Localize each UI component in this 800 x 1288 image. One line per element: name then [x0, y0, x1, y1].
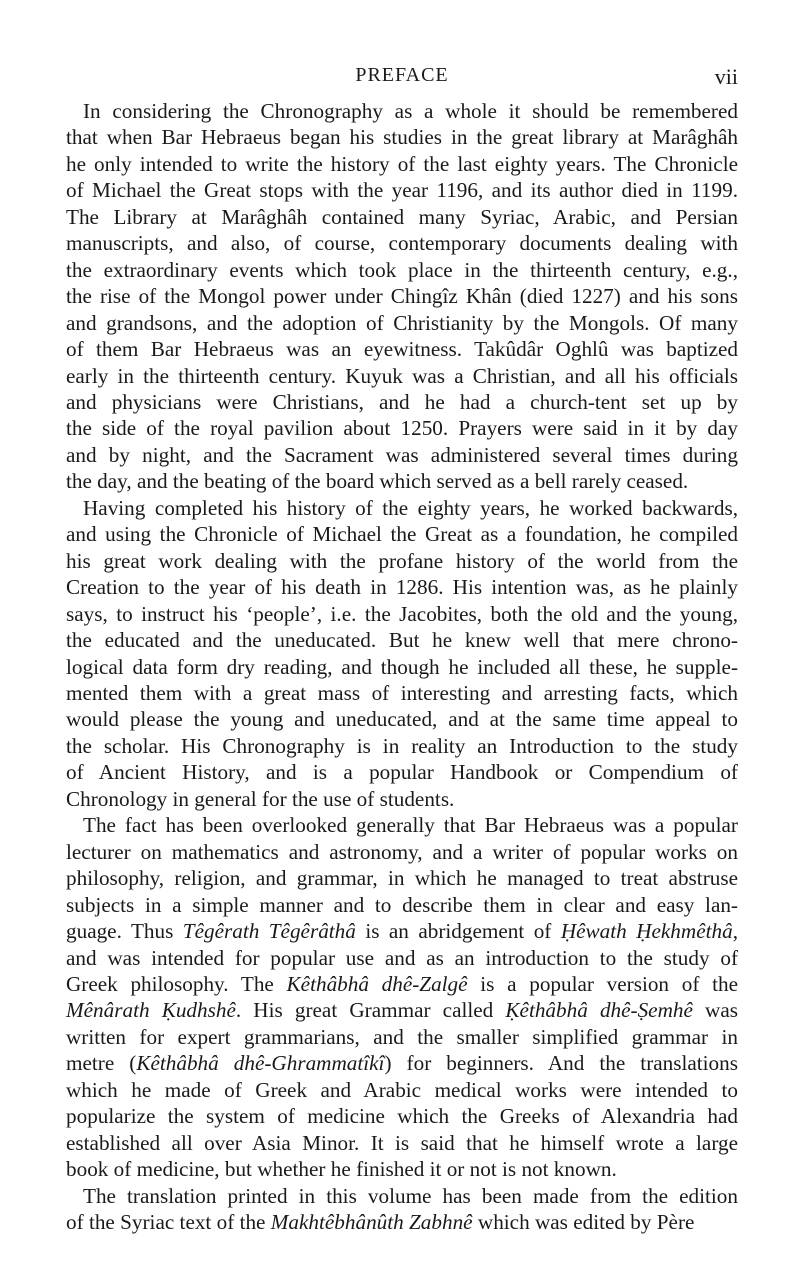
page-number: vii — [714, 64, 738, 89]
text-line: and by night, and the Sacrament was administered several times during — [66, 442, 738, 467]
text-line: the side of the royal pavilion about 1250. Prayers were said in it by day — [66, 416, 738, 441]
text-line: the rise of the Mongol power under Chingîz Khân (died 1227) and his sons — [66, 284, 738, 309]
paragraph — [66, 812, 738, 1182]
text-line: written for expert grammarians, and the smaller simplified grammar in — [66, 1024, 738, 1049]
text-line: mented them with a great mass of interesting and arresting facts, which — [66, 680, 738, 705]
text-line: and using the Chronicle of Michael the Great as a foundation, he compiled — [66, 522, 738, 547]
text-line: the day, and the beating of the board which served as a bell rarely ceased. — [66, 469, 689, 494]
text-line: of them Bar Hebraeus was an eyewitness. Takûdâr Oghlû was baptized — [66, 337, 738, 362]
text-line: philosophy, religion, and grammar, in which he managed to treat abstruse — [66, 866, 738, 891]
text-line: the scholar. His Chronography is in reality an Introduction to the study — [66, 733, 738, 758]
text-line: guage. Thus Têgêrath Têgêrâthâ is an abridgement of Ḥêwath Ḥekhmêthâ, — [66, 919, 738, 944]
text-line: Creation to the year of his death in 1286. His intention was, as he plainly — [66, 575, 738, 600]
text-line: would please the young and uneducated, and at the same time appeal to — [66, 707, 738, 732]
text-line: Having completed his history of the eighty years, he worked backwards, — [83, 495, 738, 520]
text-line: The Library at Marâghâh contained many Syriac, Arabic, and Persian — [66, 204, 738, 229]
text-line: Chronology in general for the use of students. — [66, 786, 455, 811]
text-line: The fact has been overlooked generally that Bar Hebraeus was a popular — [83, 813, 738, 838]
text-line: his great work dealing with the profane history of the world from the — [66, 548, 738, 573]
text-line: Mênârath Ḳudhshê. His great Grammar called Ḳêthâbhâ dhê-Ṣemhê was — [66, 998, 738, 1023]
text-line: that when Bar Hebraeus began his studies in the great library at Marâghâh — [66, 125, 738, 150]
text-line: the educated and the uneducated. But he knew well that mere chrono- — [66, 628, 738, 653]
text-line: In considering the Chronography as a whole it should be remembered — [83, 99, 738, 123]
text-line: manuscripts, and also, of course, contemporary documents dealing with — [66, 231, 738, 256]
page-header — [66, 64, 738, 94]
text-line: the extraordinary events which took place in the thirteenth century, e.g., — [66, 257, 738, 282]
text-line: of Michael the Great stops with the year 1196, and its author died in 1199. — [66, 178, 738, 203]
running-head: PREFACE — [355, 64, 449, 86]
text-line: subjects in a simple manner and to describe them in clear and easy lan- — [66, 892, 738, 917]
paragraph — [66, 98, 738, 495]
text-line: he only intended to write the history of the last eighty years. The Chronicle — [66, 151, 738, 176]
text-line: book of medicine, but whether he finished it or not is not known. — [66, 1157, 617, 1182]
text-line: which he made of Greek and Arabic medical works were intended to — [66, 1077, 738, 1102]
text-line: of Ancient History, and is a popular Handbook or Compendium of — [66, 760, 738, 785]
text-line: lecturer on mathematics and astronomy, and a writer of popular works on — [66, 839, 738, 864]
text-line: and physicians were Christians, and he had a church-tent set up by — [66, 389, 738, 414]
text-line: early in the thirteenth century. Kuyuk was a Christian, and all his officials — [66, 363, 738, 388]
text-line: metre (Kêthâbhâ dhê-Ghrammatîkî) for beginners. And the translations — [66, 1051, 738, 1076]
body-text — [66, 98, 738, 1235]
paragraph — [66, 495, 738, 812]
text-line: logical data form dry reading, and though he included all these, he supple- — [66, 654, 738, 679]
text-line: popularize the system of medicine which the Greeks of Alexandria had — [66, 1104, 738, 1129]
text-line: of the Syriac text of the Makhtêbhânûth Zabhnê which was edited by Père — [66, 1210, 695, 1235]
paragraph — [66, 1183, 738, 1236]
text-line: established all over Asia Minor. It is said that he himself wrote a large — [66, 1130, 738, 1155]
text-line: Greek philosophy. The Kêthâbhâ dhê-Zalgê is a popular version of the — [66, 971, 738, 996]
text-line: and was intended for popular use and as an introduction to the study of — [66, 945, 738, 970]
text-line: and grandsons, and the adoption of Christianity by the Mongols. Of many — [66, 310, 738, 335]
text-line: says, to instruct his ‘people’, i.e. the Jacobites, both the old and the young, — [66, 601, 738, 626]
text-line: The translation printed in this volume has been made from the edition — [83, 1183, 738, 1208]
